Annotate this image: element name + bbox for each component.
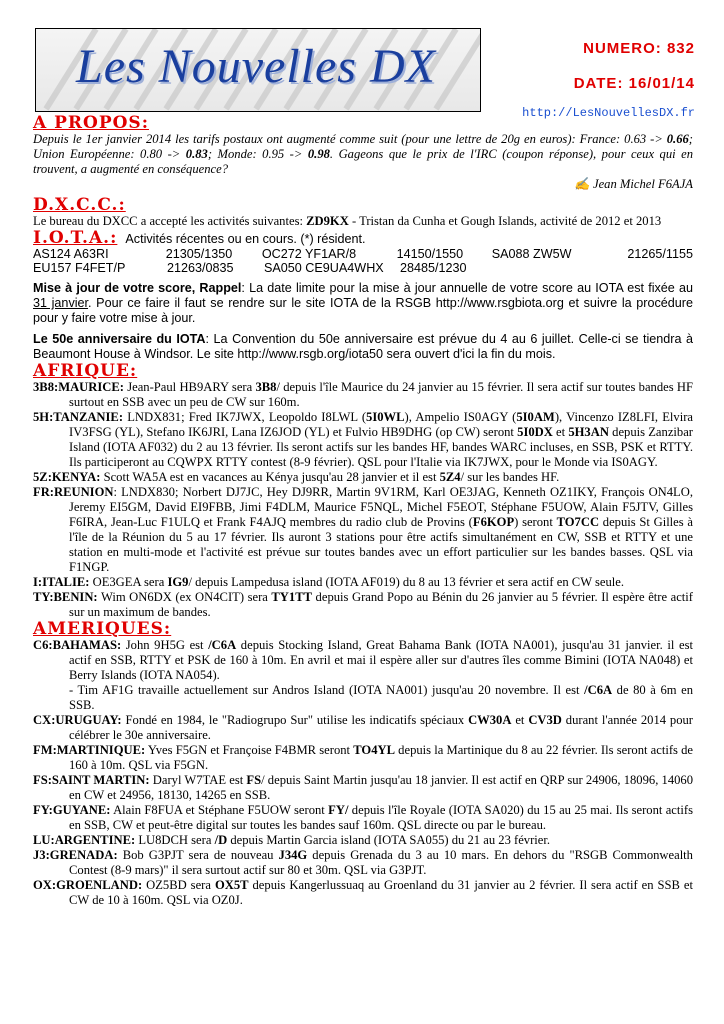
logo <box>35 28 481 112</box>
news-entry <box>33 380 693 410</box>
entry-text: Jean-Paul HB9ARY sera 3B8/ depuis l'île Maurice du 24 janvier au 15 février. Il sera actif sur toutes bandes HF surtout en SSB avec un peu de CW sur 160m. <box>69 380 693 409</box>
signature: ✍ Jean Michel F6AJA <box>574 177 693 191</box>
logo-text: Les Nouvelles DX <box>76 40 436 93</box>
entry-text: OE3GEA sera IG9/ depuis Lampedusa island (IOTA AF019) du 8 au 13 février et sera actif en CW seule. <box>89 575 625 589</box>
iota-cell: 21265/1155 <box>627 247 694 261</box>
iota-intro: Activités récentes ou en cours. (*) résident. <box>125 232 366 246</box>
news-entry <box>33 878 693 908</box>
entry-text: Alain F8FUA et Stéphane F5UOW seront FY/ depuis l'île Royale (IOTA SA020) du 15 au 25 mai. Ils seront actifs en SSB, CW et peut-être digital sur toutes les bandes sauf 160m. QSL directe ou par le bureau. <box>69 803 693 832</box>
news-entry <box>33 803 693 833</box>
iota-cell: 21305/1350 <box>165 247 233 261</box>
entry-text: OZ5BD sera OX5T depuis Kangerlussuaq au Groenland du 31 janvier au 2 février. Il sera actif en SSB et CW de 10 à 160m. QSL via OZ0J. <box>69 878 693 907</box>
news-entry <box>33 848 693 878</box>
entry-country: C6:BAHAMAS: <box>33 638 122 652</box>
apropos-text: Depuis le 1er janvier 2014 les tarifs postaux ont augmenté comme suit (pour une lettre de 20g en euros): France: 0.63 -> 0.66; Union Européenne: 0.80 -> 0.83; Monde: 0.95 -> 0.98. Gageons que le prix de l'IRC (coupon réponse), pour ceux qui en trouvent, a augmenté en conséquence? <box>33 132 693 176</box>
issue-date: DATE: 16/01/14 <box>573 75 695 92</box>
news-entry <box>33 470 693 485</box>
section-title-ameriques: AMERIQUES: <box>33 619 172 639</box>
entry-country: CX:URUGUAY: <box>33 713 122 727</box>
entry-text: Yves F5GN et Françoise F4BMR seront TO4YL depuis la Martinique du 8 au 22 février. Ils seront actifs de 160 à 10m. QSL via F5GN. <box>69 743 694 772</box>
news-entry <box>33 485 693 575</box>
iota-row <box>33 261 693 275</box>
entry-country: TY:BENIN: <box>33 590 98 604</box>
iota-cell: SA050 CE9UA4WHX <box>264 261 384 275</box>
entry-country: 5H:TANZANIE: <box>33 410 124 424</box>
newsletter-page <box>33 22 693 908</box>
entry-country: FR:REUNION <box>33 485 114 499</box>
iota-row <box>33 247 693 261</box>
header <box>33 22 695 120</box>
section-title-apropos: A PROPOS: <box>33 113 149 133</box>
header-info <box>522 34 695 120</box>
entry-country: FS:SAINT MARTIN: <box>33 773 150 787</box>
entry-text: : LNDX830; Norbert DJ7JC, Hey DJ9RR, Martin 9V1RM, Karl OE3JAG, Kenneth OZ1IKY, François ON4LO, Jeremy EI5GM, David EI9FBB, Jimi F4DLM, Maurice F5NQL, Michel F5EOT, Stéphane F5UOW, Alain F5JTV, Gilles F6IRA, Jean-Luc F1ULQ et Frank F4AJQ membres du radio club de Provins (F6KOP) seront TO7CC depuis St Gilles à l'île de la Réunion du 5 au 17 février. Ils auront 3 stations pour être actifs simultanément en CW, SSB et RTTY et une station en multi-mode et l'activité est prévue sur toutes bandes avec un effort particulier sur les bandes basses. QSL via F1NGP. <box>69 485 693 574</box>
entry-country: OX:GROENLAND: <box>33 878 143 892</box>
news-entry <box>33 410 693 470</box>
news-entry <box>33 590 693 620</box>
issue-number: NUMERO: 832 <box>583 40 695 57</box>
iota-table <box>33 247 693 275</box>
iota-header <box>33 229 693 247</box>
section-title-dxcc: D.X.C.C.: <box>33 195 126 215</box>
iota-anniversary: Le 50e anniversaire du IOTA: La Convention du 50e anniversaire est prévue du 4 au 6 juillet. Celle-ci se tiendra à Beaumont House à Windsor. Le site http://www.rsgb.org/iota50 sera ouvert d'ici la fin du mois. <box>33 332 693 361</box>
entry-text: LU8DCH sera /D depuis Martin Garcia island (IOTA SA055) du 21 au 23 février. <box>135 833 551 847</box>
news-entry <box>33 773 693 803</box>
site-link[interactable]: http://LesNouvellesDX.fr <box>522 106 695 120</box>
iota-cell: 21263/0835 <box>167 261 234 275</box>
iota-cell: EU157 F4FET/P <box>33 261 126 275</box>
entry-text: John 9H5G est /C6A depuis Stocking Island, Great Bahama Bank (IOTA NA001), jusqu'au 31 janvier. il est actif en SSB, RTTY et PSK de 160 à 10m. En avril et mai il espère aller sur d'autres îles comme Bimini (IOTA NA048) et Berry Islands (IOTA NA054). - Tim AF1G travaille actuellement sur Andros Island (IOTA NA001) jusqu'au 20 novembre. Il est /C6A de 80 à 6m en SSB. <box>69 638 693 712</box>
section-title-iota: I.O.T.A.: <box>33 228 118 248</box>
iota-cell: OC272 YF1AR/8 <box>261 247 357 261</box>
news-entry <box>33 833 693 848</box>
news-entry <box>33 638 693 713</box>
afrique-list <box>33 380 693 620</box>
entry-text: LNDX831; Fred IK7JWX, Leopoldo I8LWL (5I0WL), Ampelio IS0AGY (5I0AM), Vincenzo IZ8LFI, Elvira IV3FSG (YL), Stefano IK6JRI, Lana IZ6JOD (YL) et Fulvio HB9DHG (op CW) seront 5I0DX et 5H3AN depuis Zanzibar Island (IOTA AF032) du 2 au 13 février. Ils seront actifs sur les bandes HF, bandes WARC incluses, en SSB, PSK et RTTY. Ils participeront au CQWPX RTTY contest (8-9 février). QSL pour l'Italie via IK7JWX, pour le Monde via IS0AGY. <box>69 410 693 469</box>
news-entry <box>33 575 693 590</box>
entry-text: Bob G3PJT sera de nouveau J34G depuis Grenada du 3 au 10 mars. En dehors du "RSGB Commonwealth Contest (8-9 mars)" il sera surtout actif sur 80 et 30m. QSL via G3PJT. <box>69 848 693 877</box>
entry-text: Scott WA5A est en vacances au Kénya jusqu'au 28 janvier et il est 5Z4/ sur les bandes HF. <box>100 470 560 484</box>
entry-country: LU:ARGENTINE: <box>33 833 136 847</box>
entry-text: Wim ON6DX (ex ON4CIT) sera TY1TT depuis Grand Popo au Bénin du 26 janvier au 5 février. Il espère être actif sur un maximum de bandes. <box>69 590 693 619</box>
news-entry <box>33 743 693 773</box>
dxcc-text: Le bureau du DXCC a accepté les activités suivantes: ZD9KX - Tristan da Cunha et Gough Islands, activité de 2012 et 2013 <box>33 214 662 228</box>
entry-country: FM:MARTINIQUE: <box>33 743 146 757</box>
ameriques-list <box>33 638 693 908</box>
entry-country: I:ITALIE: <box>33 575 90 589</box>
iota-cell <box>633 261 693 275</box>
iota-cell: 14150/1550 <box>396 247 464 261</box>
entry-country: FY:GUYANE: <box>33 803 111 817</box>
iota-cell: AS124 A63RI <box>33 247 109 261</box>
iota-score-reminder: Mise à jour de votre score, Rappel: La date limite pour la mise à jour annuelle de votre score au IOTA est fixée au 31 janvier. Pour ce faire il faut se rendre sur le site IOTA de la RSGB http://www.rsgbiota.org et suivre la procédure pour y faire votre mise à jour. <box>33 281 693 325</box>
news-entry <box>33 713 693 743</box>
entry-country: J3:GRENADA: <box>33 848 118 862</box>
entry-text: Fondé en 1984, le "Radiogrupo Sur" utilise les indicatifs spéciaux CW30A et CV3D durant l'année 2014 pour célébrer le 30e anniversaire. <box>69 713 694 742</box>
iota-cell: 28485/1230 <box>400 261 467 275</box>
section-title-afrique: AFRIQUE: <box>33 361 138 381</box>
iota-cell: SA088 ZW5W <box>491 247 572 261</box>
entry-country: 5Z:KENYA: <box>33 470 101 484</box>
entry-text: Daryl W7TAE est FS/ depuis Saint Martin jusqu'au 18 janvier. Il est actif en QRP sur 24906, 18096, 14060 en CW et 24956, 18130, 14265 en SSB. <box>69 773 694 802</box>
entry-country: 3B8:MAURICE: <box>33 380 124 394</box>
iota-cell <box>496 261 633 275</box>
